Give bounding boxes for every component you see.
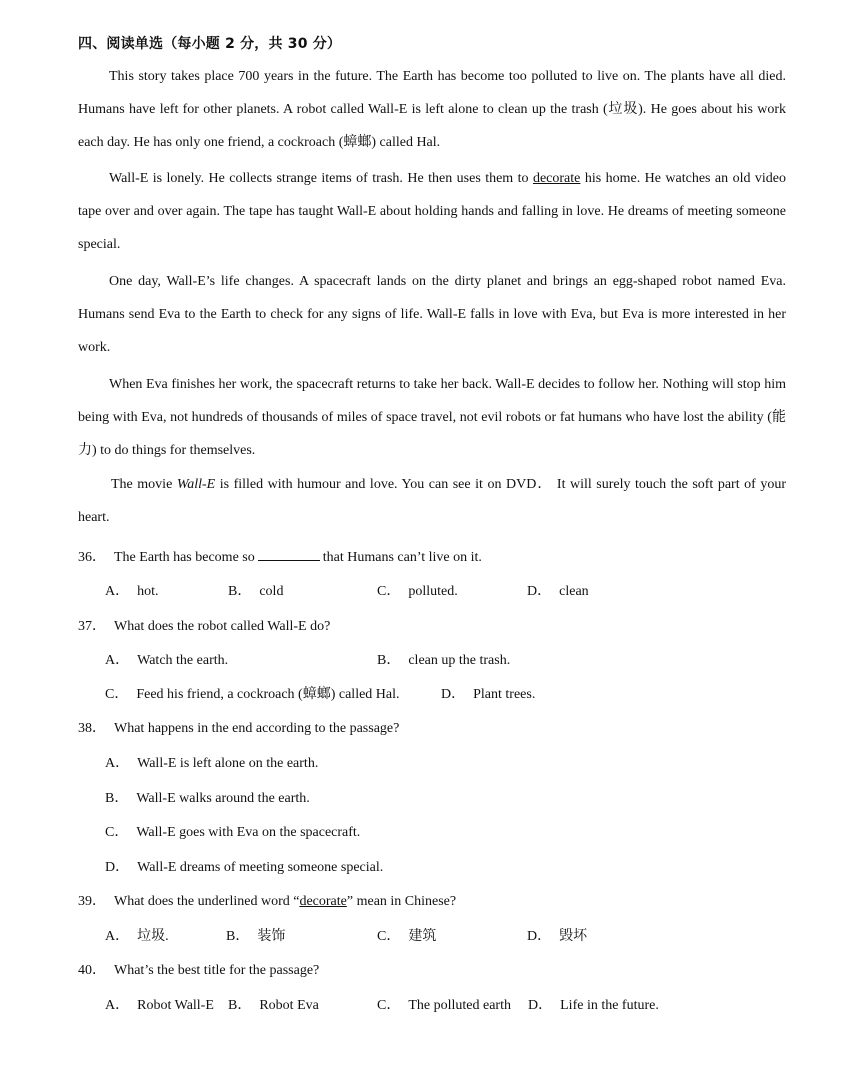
q37-option-b[interactable]: B． clean up the trash.: [377, 653, 511, 668]
underlined-word-decorate: decorate: [532, 171, 581, 186]
passage-paragraph-1: This story takes place 700 years in the future. The Earth has become too polluted to live on. The plants have all died. Humans have left for other planets. A robot called Wall-E is left alone to clean up the trash (垃圾). He goes about his work each day. He has only one friend, a cockroach (蟑螂) called Hal.: [78, 69, 786, 150]
q38-option-c[interactable]: C． Wall-E goes with Eva on the spacecraft.: [105, 825, 361, 840]
q36-option-d[interactable]: D． clean: [527, 584, 589, 599]
q39-option-c[interactable]: C． 建筑: [377, 929, 437, 944]
q40-option-b[interactable]: B． Robot Eva: [228, 998, 319, 1013]
q38-option-b[interactable]: B． Wall-E walks around the earth.: [105, 791, 310, 806]
q37-option-c[interactable]: C． Feed his friend, a cockroach (蟑螂) called Hal.: [105, 687, 400, 702]
underlined-word-decorate: decorate: [299, 894, 347, 909]
q36-option-b[interactable]: B． cold: [228, 584, 284, 599]
movie-title: Wall-E: [176, 477, 216, 492]
passage-paragraph-2: Wall-E is lonely. He collects strange items of trash. He then uses them to decorate his home. He watches an old video tape over and over again. The tape has taught Wall-E about holding hands and falling in love. He dreams of meeting someone special.: [78, 171, 787, 252]
q38-option-a[interactable]: A． Wall-E is left alone on the earth.: [105, 756, 319, 771]
passage-paragraph-3: One day, Wall-E’s life changes. A spacecraft lands on the dirty planet and brings an egg-shaped robot named Eva. Humans send Eva to the Earth to check for any signs of life. Wall-E falls in love with Eva, but Eva is more interested in her work.: [78, 274, 786, 355]
question-37: 37． What does the robot called Wall-E do?: [78, 619, 331, 634]
q37-option-a[interactable]: A． Watch the earth.: [105, 653, 229, 668]
q40-option-d[interactable]: D． Life in the future.: [528, 998, 659, 1013]
question-38: 38． What happens in the end according to the passage?: [78, 721, 400, 736]
fill-blank: [258, 548, 320, 561]
q39-option-b[interactable]: B． 装饰: [226, 929, 286, 944]
question-39: 39． What does the underlined word “decorate” mean in Chinese?: [78, 894, 457, 909]
question-40: 40． What’s the best title for the passage?: [78, 963, 320, 978]
q36-option-c[interactable]: C． polluted.: [377, 584, 458, 599]
q38-option-d[interactable]: D． Wall-E dreams of meeting someone special.: [105, 860, 384, 875]
q37-option-d[interactable]: D． Plant trees.: [441, 687, 536, 702]
passage-paragraph-4: When Eva finishes her work, the spacecraft returns to take her back. Wall-E decides to follow her. Nothing will stop him being with Eva, not hundreds of thousands of miles of space travel, not evil robots or fat humans who have lost the ability (能力) to do things for themselves.: [78, 377, 786, 458]
section-heading: 四、阅读单选（每小题 2 分，共 30 分）: [78, 36, 342, 52]
passage-paragraph-5: The movie Wall-E is filled with humour and love. You can see it on DVD． It will surely touch the soft part of your heart.: [78, 477, 786, 525]
q39-option-a[interactable]: A． 垃圾.: [105, 929, 169, 944]
q39-option-d[interactable]: D． 毁坏: [527, 929, 588, 944]
question-36: 36． The Earth has become so that Humans can’t live on it.: [78, 550, 482, 565]
q40-option-a[interactable]: A． Robot Wall-E: [105, 998, 214, 1013]
q36-option-a[interactable]: A． hot.: [105, 584, 159, 599]
q40-option-c[interactable]: C． The polluted earth: [377, 998, 511, 1013]
